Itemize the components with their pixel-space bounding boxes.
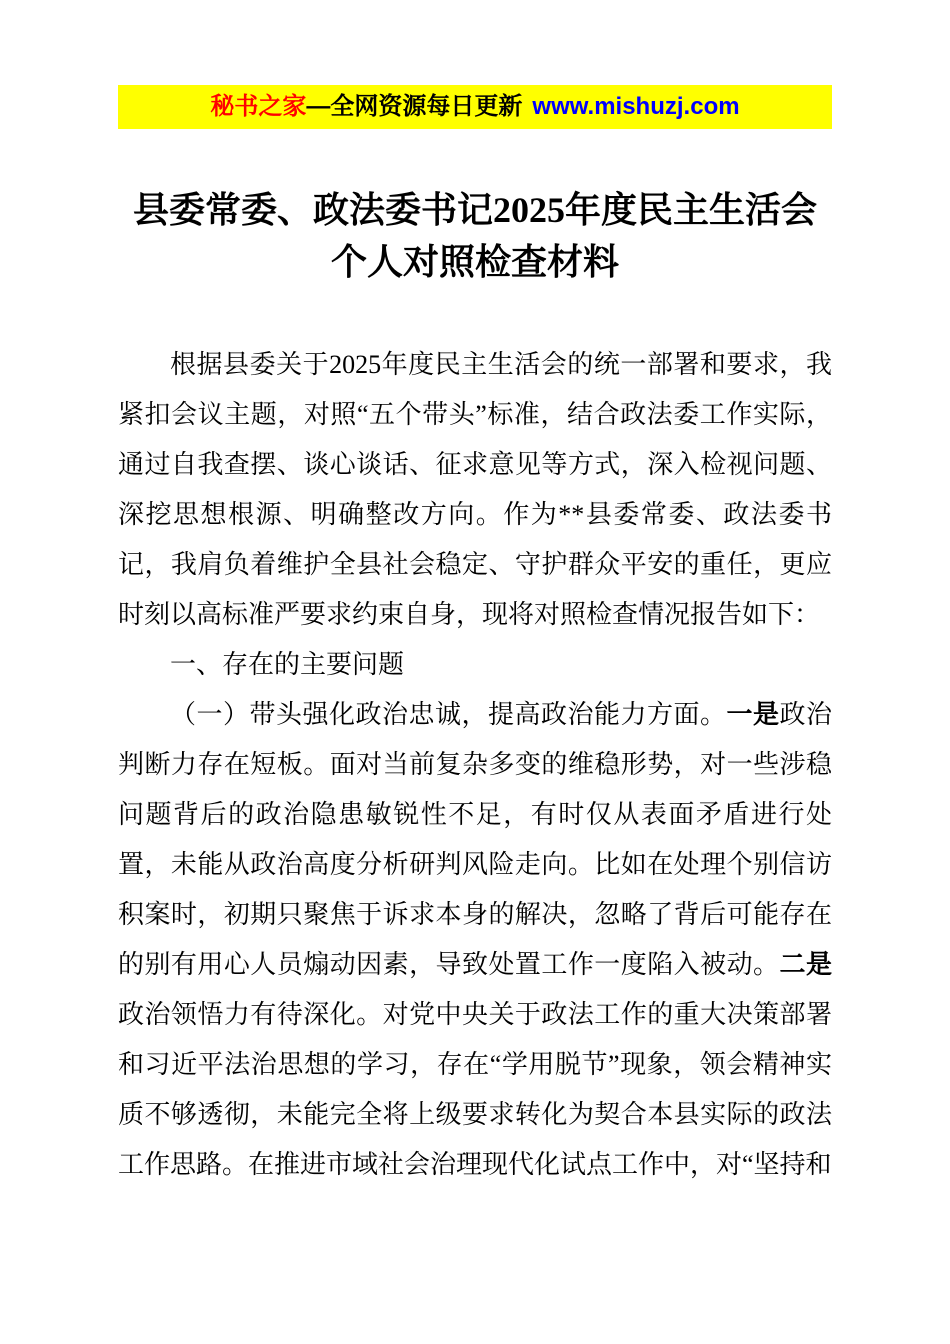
section-heading: 一、存在的主要问题 <box>170 650 405 679</box>
intro-paragraph: 根据县委关于2025年度民主生活会的统一部署和要求，我紧扣会议主题，对照“五个带头”标准，结合政法委工作实际，通过自我查摆、谈心谈话、征求意见等方式，深入检视问题、深挖思想根源、明确整改方向。作为**县委常委、政法委书记，我肩负着维护全县社会稳定、守护群众平安的重任，更应时刻以高标准严要求约束自身，现将对照检查情况报告如下： <box>118 350 832 629</box>
text-run: （一）带头强化政治忠诚，提高政治能力方面。 <box>170 700 727 729</box>
bold-text-run: 二是 <box>779 950 832 979</box>
document-title-line-2: 个人对照检查材料 <box>330 242 619 282</box>
site-url-link[interactable]: www.mishuzj.com <box>532 93 740 120</box>
bold-text-run: 一是 <box>726 700 780 729</box>
problems-paragraph <box>118 690 832 1190</box>
document-body <box>118 340 832 1190</box>
text-run: 政治领悟力有待深化。对党中央关于政法工作的重大决策部署和习近平法治思想的学习，存在“学用脱节”现象，领会精神实质不够透彻，未能完全将上级要求转化为契合本县实际的政法工作思路。在推进市域社会治理现代化试点工作中，对“坚持和 <box>118 1000 832 1179</box>
text-run: 政治判断力存在短板。面对当前复杂多变的维稳形势，对一些涉稳问题背后的政治隐患敏锐性不足，有时仅从表面矛盾进行处置，未能从政治高度分析研判风险走向。比如在处理个别信访积案时，初期只聚焦于诉求本身的解决，忽略了背后可能存在的别有用心人员煽动因素，导致处置工作一度陷入被动。 <box>118 700 832 979</box>
document-title-line-1: 县委常委、政法委书记2025年度民主生活会 <box>132 190 817 230</box>
site-name: 秘书之家 <box>210 93 307 120</box>
document-title <box>60 184 890 288</box>
site-tagline: —全网资源每日更新 <box>306 93 523 120</box>
site-banner <box>118 85 832 129</box>
